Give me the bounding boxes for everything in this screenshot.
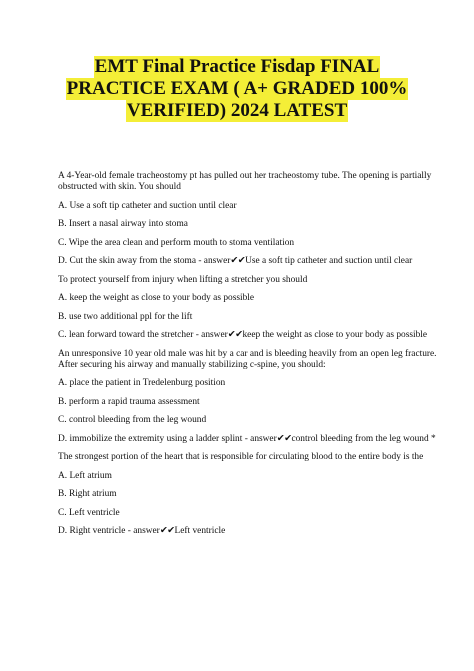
question-3-option-b: B. perform a rapid trauma assessment [58,396,200,407]
question-3-text: An unresponsive 10 year old male was hit by a car and is bleeding heavily from an open leg fracture. After securing his airway and manually stabilizing c-spine, you should: [58,348,437,370]
question-1-text: A 4-Year-old female tracheostomy pt has pulled out her tracheostomy tube. The opening is partially obstructed with skin. You should [58,171,432,192]
title-line-1: EMT Final Practice Fisdap FINAL [94,56,380,77]
title-line-2: PRACTICE EXAM ( A+ GRADED 100% [66,78,408,99]
question-1-option-d: D. Cut the skin away from the stoma [58,256,196,266]
question-3-option-d-with-answer [58,434,438,445]
answer-prefix: - answer [125,526,160,536]
question-2-option-c-with-answer [58,330,438,341]
question-2-option-a: A. keep the weight as close to your body as possible [58,293,255,303]
question-2-option-c: C. lean forward toward the stretcher [58,330,194,340]
question-2-option-b: B. use two additional ppl for the lift [58,311,193,322]
question-4-option-d: D. Right ventricle [58,526,126,536]
question-4-answer: Left ventricle [174,526,226,536]
question-3-option-c: C. control bleeding from the leg wound [58,415,207,425]
answer-prefix: - answer [193,330,228,340]
answer-prefix: - answer [196,256,231,266]
check-marks-icon: ✔✔ [159,526,175,536]
answer-prefix: - answer [242,433,277,444]
question-4-text: The strongest portion of the heart that is responsible for circulating blood to the entire body is the [58,452,424,462]
question-3-answer: control bleeding from the leg wound * [291,433,436,444]
check-marks-icon: ✔✔ [227,330,243,340]
question-2-text: To protect yourself from injury when lifting a stretcher you should [58,274,308,285]
question-1-option-c: C. Wipe the area clean and perform mouth to stoma ventilation [58,237,295,248]
document-title [0,56,474,122]
question-1-option-b: B. Insert a nasal airway into stoma [58,219,188,229]
question-1-option-d-with-answer [58,256,438,267]
question-1-answer: Use a soft tip catheter and suction until clear [245,256,413,266]
question-4-option-b: B. Right atrium [58,489,117,499]
check-marks-icon: ✔✔ [276,433,292,444]
document-body [58,171,438,545]
question-1-option-a: A. Use a soft tip catheter and suction until clear [58,200,237,211]
question-4-option-a: A. Left atrium [58,470,112,481]
question-4-option-d-with-answer [58,526,438,537]
check-marks-icon: ✔✔ [230,256,246,266]
question-3-option-d: D. immobilize the extremity using a ladder splint [58,433,243,444]
question-2-answer: keep the weight as close to your body as possible [242,330,428,340]
question-3-option-a: A. place the patient in Tredelenburg position [58,378,226,388]
question-4-option-c: C. Left ventricle [58,507,120,518]
title-line-3: VERIFIED) 2024 LATEST [126,100,348,121]
